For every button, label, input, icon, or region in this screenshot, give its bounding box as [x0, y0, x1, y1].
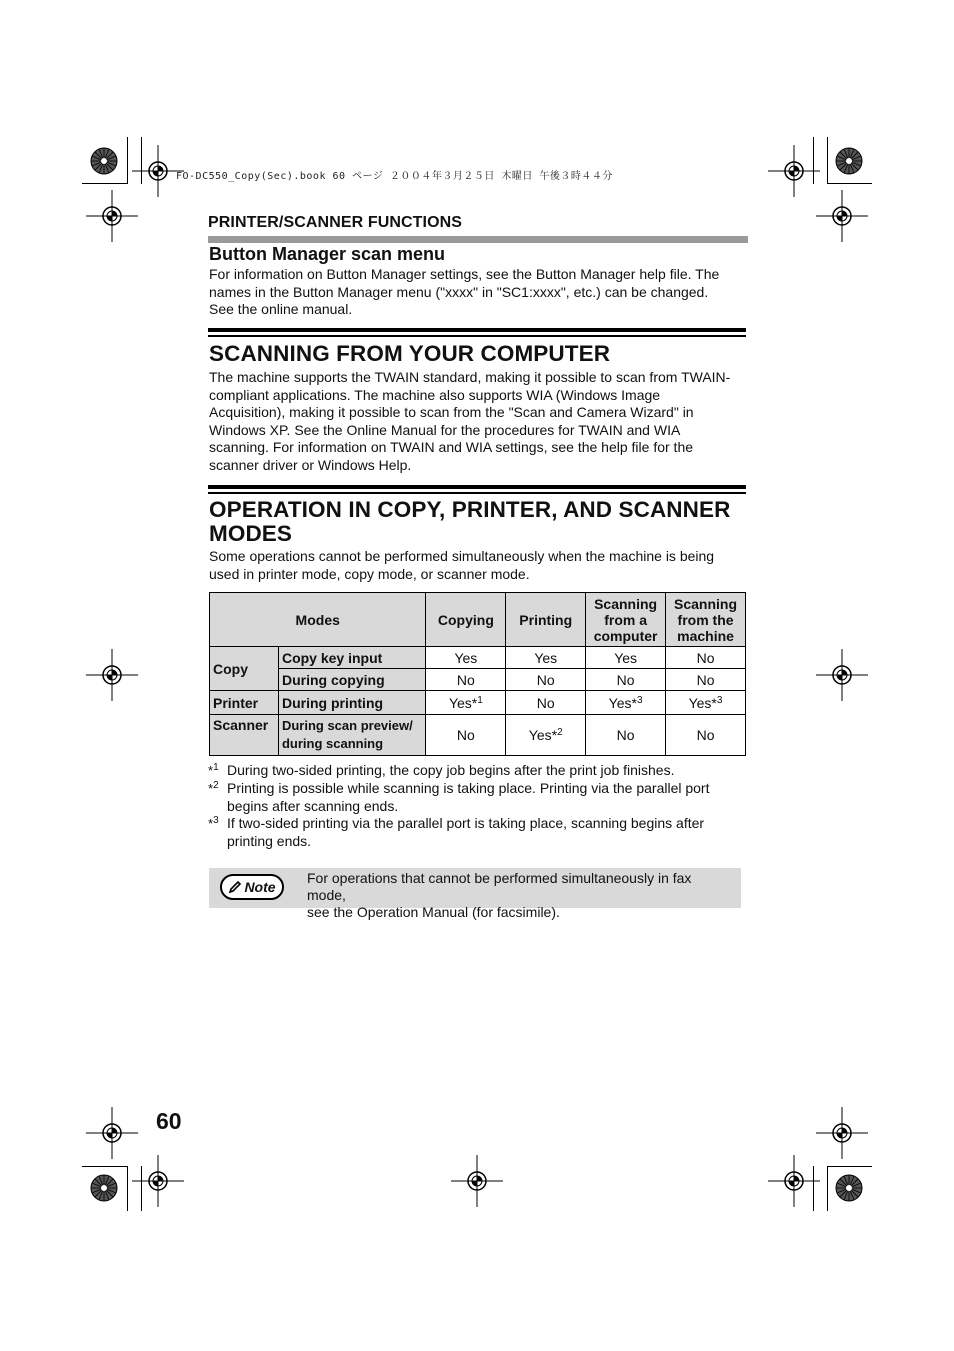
registration-mark-icon	[132, 1155, 184, 1207]
registration-mark-icon	[816, 1107, 868, 1159]
trim-line	[127, 1166, 128, 1211]
header-line: machine	[677, 627, 734, 644]
registration-mark-icon	[451, 1155, 503, 1207]
paragraph-line: scanner driver or Windows Help.	[209, 456, 412, 473]
color-target-icon	[89, 1173, 119, 1203]
note-text: For operations that cannot be performed simultaneously in fax mode, see the Operation Manual (for facsimile).	[307, 870, 692, 920]
footnote-ref: 3	[636, 694, 643, 706]
cell-scan-machine: No	[666, 647, 746, 669]
footnote-mark: *$^1$	[208, 762, 219, 778]
group-copy: Copy	[210, 647, 279, 691]
trim-line	[827, 1166, 872, 1167]
header-line: from a	[604, 611, 647, 628]
note-badge-label: Note	[244, 879, 276, 895]
paragraph-line: used in printer mode, copy mode, or scanner mode.	[209, 565, 530, 582]
header-printing: Printing	[506, 593, 586, 647]
registration-mark-icon	[86, 1107, 138, 1159]
row-label	[278, 715, 426, 756]
trim-line	[813, 137, 814, 184]
cell-printing: No	[506, 669, 586, 691]
footnote-mark: *$^3$	[208, 815, 219, 831]
registration-mark-icon	[86, 190, 138, 242]
cell-copying: No	[426, 715, 506, 756]
header-line: Scanning	[594, 595, 658, 612]
cell-scan-computer: No	[586, 669, 666, 691]
footnote-ref: 1	[477, 694, 483, 706]
trim-line	[827, 137, 828, 184]
cell-scan-computer: Yes	[586, 647, 666, 669]
group-printer: Printer	[210, 691, 279, 715]
paragraph-line: Acquisition), making it possible to scan from the "Scan and Camera Wizard" in	[209, 404, 694, 421]
row-label-line: During scan preview/	[281, 718, 413, 733]
cell-value: Yes*	[528, 727, 558, 743]
table-row	[210, 715, 746, 756]
row-label: During copying	[278, 669, 426, 691]
header-copying: Copying	[426, 593, 506, 647]
color-target-icon	[89, 146, 119, 176]
header-scan-computer	[586, 593, 666, 647]
footnote-mark: *$^2$	[208, 780, 219, 796]
operation-paragraph	[209, 548, 749, 583]
cell-scan-machine: No	[666, 715, 746, 756]
trim-line	[813, 1166, 814, 1211]
row-label: Copy key input	[278, 647, 426, 669]
section-bar	[208, 236, 748, 243]
scanning-heading: SCANNING FROM YOUR COMPUTER	[209, 341, 611, 366]
header-line: Scanning	[674, 595, 738, 612]
header-line: from the	[677, 611, 734, 628]
cell-value: Yes*	[448, 694, 478, 711]
color-target-icon	[834, 146, 864, 176]
button-manager-heading: Button Manager scan menu	[209, 244, 446, 264]
scanning-paragraph	[209, 369, 749, 475]
row-label-line: during scanning	[281, 736, 384, 751]
note-box	[209, 868, 741, 920]
cell-scan-machine: No	[666, 669, 746, 691]
footnote-3	[208, 815, 748, 851]
footnote-ref: 2	[557, 727, 563, 738]
row-label: During printing	[278, 691, 426, 715]
operation-heading	[209, 498, 749, 546]
registration-mark-icon	[816, 190, 868, 242]
cell-value: Yes*	[688, 694, 717, 711]
heading-line: OPERATION IN COPY, PRINTER, AND SCANNER	[209, 497, 731, 522]
page-number: 60	[156, 1108, 182, 1134]
button-manager-paragraph	[209, 266, 749, 319]
cell-printing: No	[506, 691, 586, 715]
registration-mark-icon	[86, 649, 138, 701]
header-modes: Modes	[210, 593, 426, 647]
footnote-ref: 3	[716, 694, 723, 706]
trim-line	[827, 1166, 828, 1211]
trim-line	[82, 183, 127, 184]
paragraph-line: See the online manual.	[209, 301, 353, 318]
table-row	[210, 691, 746, 715]
cell-copying: Yes	[426, 647, 506, 669]
modes-table	[209, 592, 746, 756]
trim-line	[141, 137, 142, 184]
cell-value: Yes*	[608, 694, 637, 711]
paragraph-line: compliant applications. The machine also supports WIA (Windows Image	[209, 386, 661, 403]
cell-copying: No	[426, 669, 506, 691]
cell-scan-machine	[666, 691, 746, 715]
trim-line	[127, 137, 128, 184]
header-scan-machine	[666, 593, 746, 647]
header-line: computer	[593, 627, 658, 644]
section-label: PRINTER/SCANNER FUNCTIONS	[208, 214, 463, 231]
heading-rule	[208, 328, 746, 337]
paragraph-line: Windows XP. See the Online Manual for the procedures for TWAIN and WIA	[209, 421, 681, 438]
group-scanner: Scanner	[210, 715, 279, 756]
footnote-text: If two-sided printing via the parallel port is taking place, scanning begins after printing ends.	[227, 815, 705, 849]
footnote-text: Printing is possible while scanning is taking place. Printing via the parallel port begins after scanning ends.	[227, 780, 710, 814]
trim-line	[82, 1166, 127, 1167]
cell-scan-computer	[586, 691, 666, 715]
table-row	[210, 669, 746, 691]
table-row	[210, 647, 746, 669]
table-header-row	[210, 593, 746, 647]
paragraph-line: Some operations cannot be performed simultaneously when the machine is being	[209, 548, 715, 564]
footnote-text: During two-sided printing, the copy job begins after the print job finishes.	[227, 762, 675, 778]
pencil-icon	[228, 880, 242, 894]
heading-line: MODES	[209, 521, 293, 546]
cell-copying	[426, 691, 506, 715]
trim-line	[141, 1166, 142, 1211]
paragraph-line: For information on Button Manager settings, see the Button Manager help file. The	[209, 266, 720, 282]
paragraph-line: The machine supports the TWAIN standard, making it possible to scan from TWAIN-	[209, 369, 731, 385]
heading-rule	[208, 485, 746, 494]
footnote-1	[208, 762, 748, 780]
paragraph-line: scanning. For information on TWAIN and WIA settings, see the help file for the	[209, 439, 694, 456]
footnote-2	[208, 780, 748, 816]
cell-printing: Yes	[506, 647, 586, 669]
registration-mark-icon	[816, 649, 868, 701]
trim-line	[827, 183, 872, 184]
paragraph-line: names in the Button Manager menu ("xxxx" in "SC1:xxxx", etc.) can be changed.	[209, 283, 709, 300]
note-badge	[220, 874, 284, 900]
file-header: FO-DC550_Copy(Sec).book 60 ページ ２００４年３月２５日 木曜日 午後３時４４分	[176, 171, 613, 182]
cell-printing	[506, 715, 586, 756]
cell-scan-computer: No	[586, 715, 666, 756]
color-target-icon	[834, 1173, 864, 1203]
